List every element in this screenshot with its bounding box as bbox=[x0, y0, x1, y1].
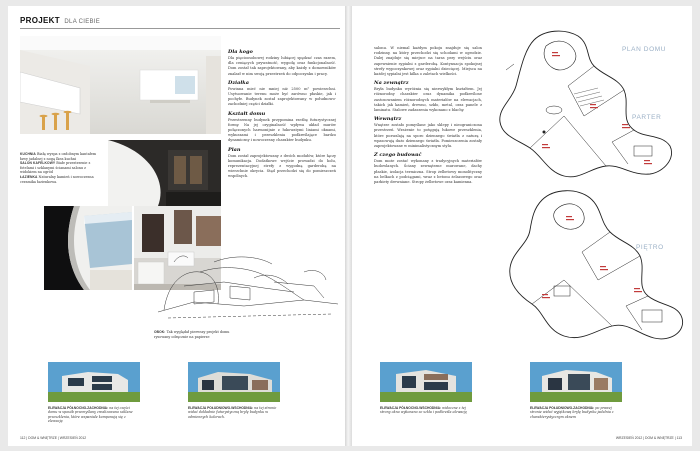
elevation-image-3 bbox=[380, 362, 472, 402]
caption-text: Białą wyspa z ozdobnym kantałem ławy jadalnej z nogą Ikea kuchni bbox=[20, 152, 97, 161]
caption-text: Tak wyglądał pierwszy projekt domu rysowany odręcznie na papierze bbox=[154, 330, 230, 339]
ground-floor-plan bbox=[494, 24, 690, 184]
elevation-text: widoczne z tej strony okno wykonano ze szkła i podkreśla elewację bbox=[380, 406, 468, 415]
caption-label: ŁAZIENKA bbox=[20, 174, 38, 179]
elevation-label: ELEWACJA PÓŁNOCNO-ZACHODNIA: bbox=[48, 406, 109, 410]
text-section bbox=[228, 111, 336, 144]
text-section bbox=[228, 147, 336, 180]
elevation-label: ELEWACJA POŁUDNIOWO-ZACHODNIA: bbox=[530, 406, 595, 410]
section-heading: Wewnątrz bbox=[374, 116, 402, 123]
sketch-caption bbox=[154, 330, 234, 339]
elevation-label: ELEWACJA POŁUDNIOWO-WSCHODNIA: bbox=[188, 406, 254, 410]
text-section bbox=[228, 80, 336, 108]
text-section bbox=[374, 80, 482, 113]
section-heading: Dla kogo bbox=[228, 49, 253, 55]
right-page bbox=[352, 6, 692, 446]
section-body: Dom został zaprojektowany z dwóch modułów, które łączy komunikacja. Dodatkowe wejście prowadzi do holu, reprezentacyjnej strefy z wygodną garderobą na wierzchnie okrycia. Stąd przechodzi się do pomieszczeń wspólnych. bbox=[228, 153, 336, 179]
section-body: Dom może zostać wykonany z tradycyjnych materiałów budowlanych. Ściany zewnętrzne murowane, dachy płaskie, izolacja termiczna. Strop żelbetowy monolityczny na belkach z podciągami, wraz z betonu żelazowego oraz parkiety drewniane. Stropy żelbetowe oraz kamienna. bbox=[374, 159, 482, 185]
caption-item bbox=[20, 152, 102, 161]
header-subtitle: DLA CIEBIE bbox=[64, 19, 101, 25]
text-section bbox=[228, 49, 336, 77]
elevation-caption-1 bbox=[48, 406, 138, 424]
text-column-right bbox=[374, 46, 482, 187]
section-heading: Działka bbox=[228, 79, 249, 86]
caption-label: KUCHNIA bbox=[20, 152, 36, 156]
section-body: Wnętrze zostało pomyślane jako sklepy i nieograniczona przestrzeń. Wrażenie to potęgują łukowe przeszklenia, które pozwalają na sporo dziennego światła z naturą i wpasowują dużo dziennego światła. Pomieszczenia zostały zaprojektowane w minimalistycznym stylu. bbox=[374, 123, 482, 149]
elevation-text: po prawej stronie widać wyjątkową bryłę budynku jadalnia z charakterystycznym oknem bbox=[530, 406, 614, 419]
text-section bbox=[374, 46, 482, 77]
section-body: salonu. W niemal każdym pokoju znajduje się salon rodzinny, na który przechodzi się schodami w ogrodzie. Dalej znajduje się miejsce na taras przy wejściu oraz zapewnienie sypialni z garderobą. Kontynuacja spokojnej strefy wypoczynkowej oraz sypialni dziecięcej. Miejsca na każdej sypialni jest kilka o zaletach wielkości. bbox=[374, 46, 482, 77]
footer-right: WRZESIEŃ 2012 | DOM & WNĘTRZE | 113 bbox=[615, 436, 682, 440]
caption-item bbox=[20, 161, 102, 175]
section-body: Dla pięcioosobowej rodziny lubiącej spędzać czas razem, dla ceniących prywatność, wygodę oraz funkcjonalność. Dom został tak zaprojektowany, aby każdy z domowników znalazł w nim swoją przestrzeń do odpoczynku i pracy. bbox=[228, 56, 336, 76]
header-rule bbox=[20, 28, 340, 29]
ground-floor-label: PARTER bbox=[632, 114, 662, 121]
living-room-photo bbox=[108, 140, 221, 206]
section-body: Bryła budynku wyróżnia się niezwykłym kształtem. Jej różnorodny charakter oraz dynamika podkreślone zastosowaniem różnorodnych materiałów na elewacjach, takich jak kamień, drewno, szkło, metal, oraz panele z laminatu. Stalowe zadaszenia wykonano z blachy. bbox=[374, 87, 482, 113]
text-section bbox=[374, 116, 482, 149]
caption-text: Białe przestrzenie z fotelami i szklanymi ścianami salonu z widokiem na ogród bbox=[20, 161, 91, 175]
text-column-left bbox=[228, 46, 336, 182]
caption-label: OBOK: bbox=[154, 330, 166, 334]
text-section bbox=[374, 152, 482, 185]
header-title: PROJEKT bbox=[20, 16, 60, 25]
kitchen-photo bbox=[20, 36, 221, 134]
elevation-text: na tej części domu w sposób przemyślany zrealizowano szklane przeszklenia, które wspaniale komponują się z elewacją bbox=[48, 406, 133, 424]
elevation-image-4 bbox=[530, 362, 622, 402]
elevation-image-2 bbox=[188, 362, 280, 402]
caption-label: SALON KAFELKOWY bbox=[20, 161, 56, 166]
elevation-image-1 bbox=[48, 362, 140, 402]
section-heading: Z czego budować bbox=[374, 152, 422, 159]
spine-gutter bbox=[345, 6, 352, 446]
caption-item bbox=[20, 175, 102, 184]
concept-sketch bbox=[154, 242, 342, 330]
section-heading: Na zewnątrz bbox=[374, 80, 409, 87]
elevation-caption-2 bbox=[188, 406, 278, 419]
hall-photo bbox=[44, 206, 132, 290]
caption-text: Naturalny kamień i nowoczesna ceramika łazienkowa. bbox=[20, 174, 94, 184]
interior-caption bbox=[20, 152, 102, 184]
elevation-caption-3 bbox=[380, 406, 470, 415]
section-body: Powinna mieć nie mniej niż 2500 m² powierzchni. Usytuowanie terenu może być zarówno płaskie, jak i pochyłe. Budynek został zaprojektowany w połudnowo-zachodniej części działki. bbox=[228, 86, 336, 107]
elevation-label: ELEWACJA PÓŁNOCNO-WSCHODNIA: bbox=[380, 406, 442, 410]
section-heading: Kształt domu bbox=[228, 110, 266, 117]
plan-title: PLAN DOMU bbox=[622, 46, 667, 53]
footer-left: 112 | DOM & WNĘTRZE | WRZESIEŃ 2012 bbox=[20, 436, 87, 440]
left-page bbox=[8, 6, 345, 446]
elevation-caption-4 bbox=[530, 406, 620, 419]
upper-floor-label: PIĘTRO bbox=[636, 244, 664, 251]
section-body: Przestrzenny budynek przypomina rzeźbę futurystycznej formy. Na jej oryginalność wpływa układ murów połączonych harmonijnie z łukowatymi liniami oknami, wykuszami i przeszklenia podkreślające bardzo dynamiczny i nowoczesny charakter budynku. bbox=[228, 117, 336, 143]
elevation-text: na tej stronie widać dokładnie futurystyczną bryłę budynku w odmiennych kolorach. bbox=[188, 406, 277, 419]
upper-floor-plan bbox=[502, 182, 690, 346]
section-heading: Plan bbox=[228, 146, 241, 153]
section-header bbox=[20, 16, 100, 25]
